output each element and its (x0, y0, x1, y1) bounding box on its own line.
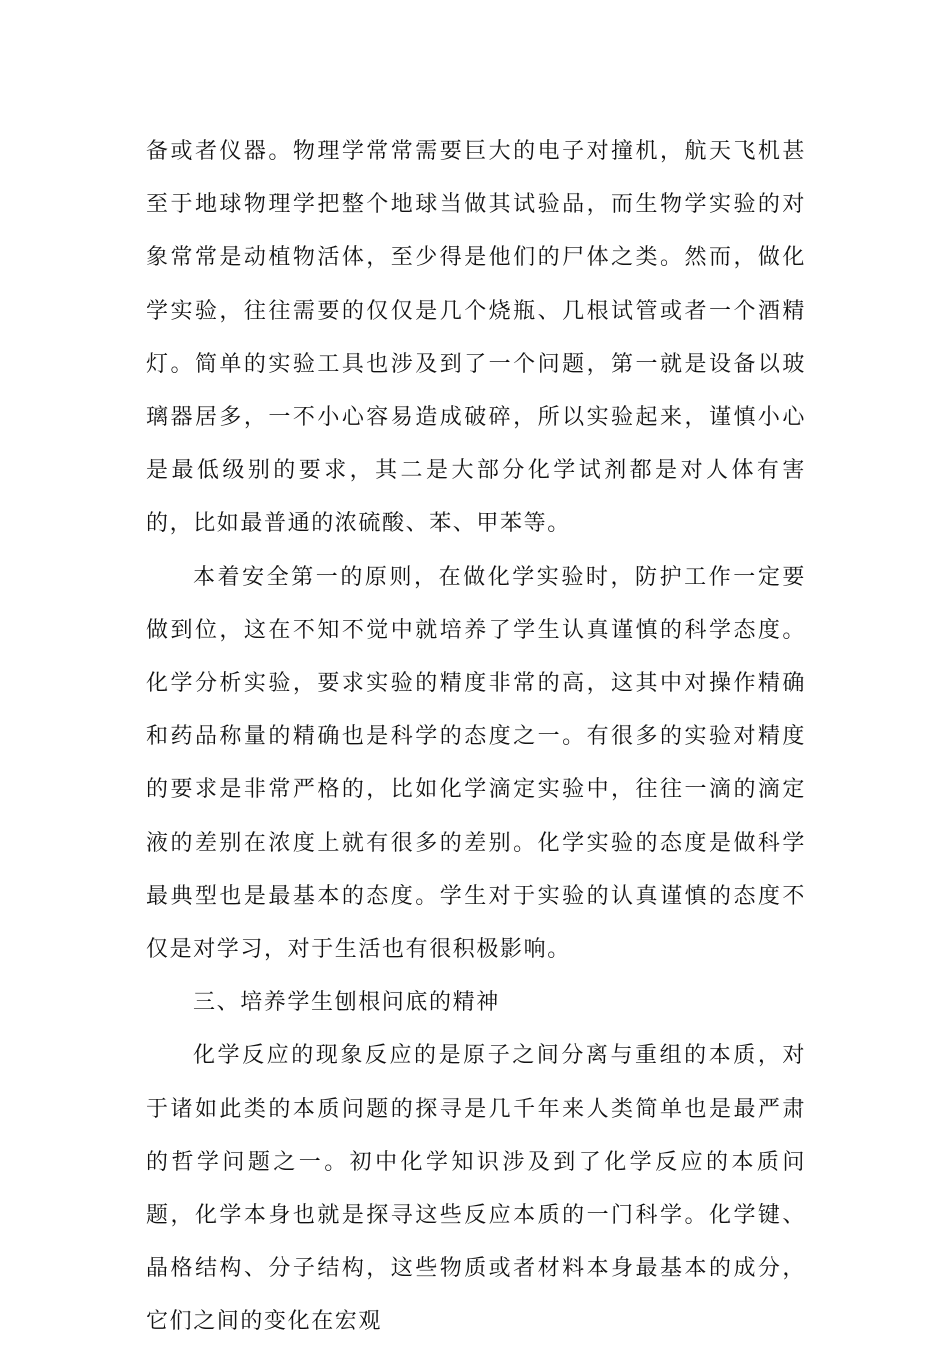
document-body (146, 125, 806, 1349)
paragraph-reaction-essence: 化学反应的现象反应的是原子之间分离与重组的本质，对于诸如此类的本质问题的探寻是几千年来人类简单也是最严肃的哲学问题之一。初中化学知识涉及到了化学反应的本质问题，化学本身也就是探寻这些反应本质的一门科学。化学键、晶格结构、分子结构，这些物质或者材料本身最基本的成分，它们之间的变化在宏观 (146, 1043, 806, 1335)
section-heading: 三、培养学生刨根问底的精神 (193, 990, 500, 1016)
paragraph-safety-attitude: 本着安全第一的原则，在做化学实验时，防护工作一定要做到位，这在不知不觉中就培养了学生认真谨慎的科学态度。化学分析实验，要求实验的精度非常的高，这其中对操作精确和药品称量的精确也是科学的态度之一。有很多的实验对精度的要求是非常严格的，比如化学滴定实验中，往往一滴的滴定液的差别在浓度上就有很多的差别。化学实验的态度是做科学最典型也是最基本的态度。学生对于实验的认真谨慎的态度不仅是对学习，对于生活也有很积极影响。 (146, 564, 806, 963)
paragraph-continuation: 备或者仪器。物理学常常需要巨大的电子对撞机，航天飞机甚至于地球物理学把整个地球当做其试验品，而生物学实验的对象常常是动植物活体，至少得是他们的尸体之类。然而，做化学实验，往往需要的仅仅是几个烧瓶、几根试管或者一个酒精灯。简单的实验工具也涉及到了一个问题，第一就是设备以玻璃器居多，一不小心容易造成破碎，所以实验起来，谨慎小心是最低级别的要求，其二是大部分化学试剂都是对人体有害的，比如最普通的浓硫酸、苯、甲苯等。 (146, 139, 806, 537)
